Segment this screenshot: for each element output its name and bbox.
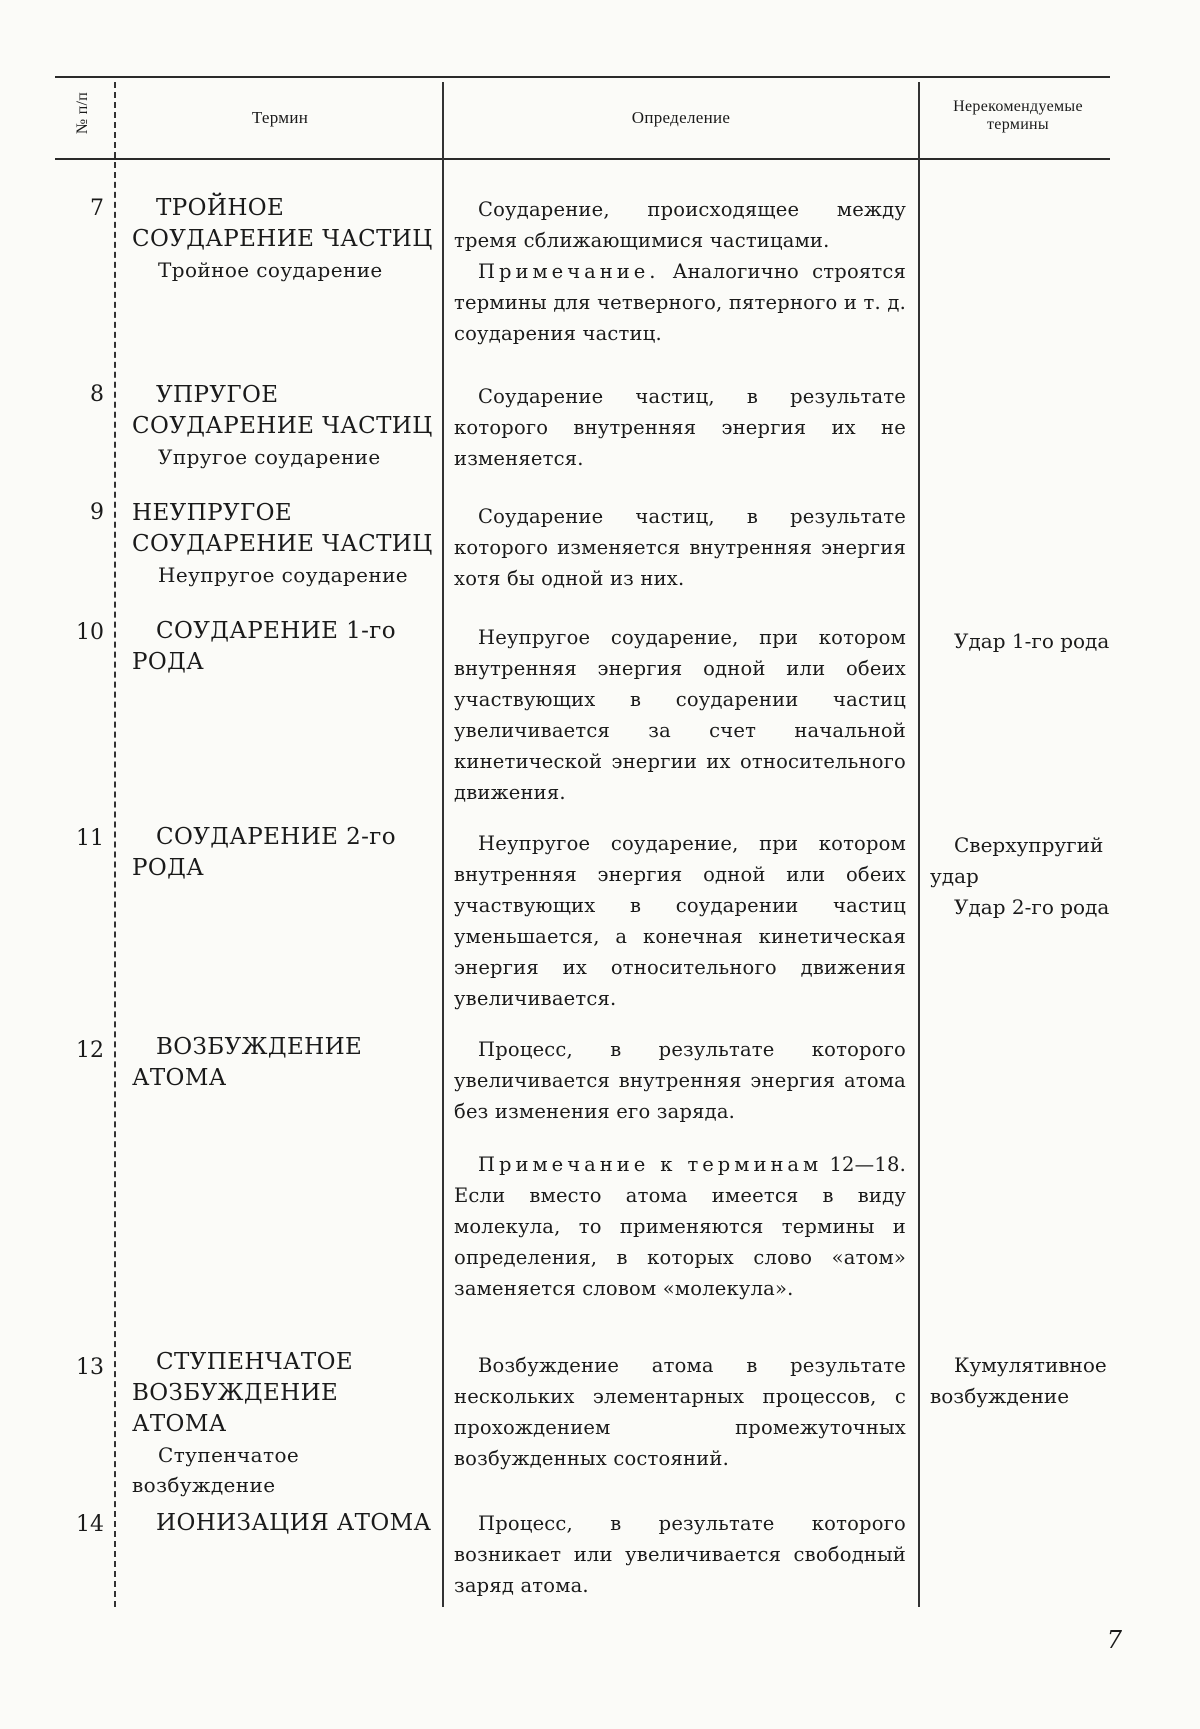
- term-main: ИОНИЗАЦИЯ АТОМА: [132, 1508, 437, 1539]
- definition-cell: [454, 828, 906, 1014]
- table-top-rule: [55, 76, 1110, 78]
- page-number: 7: [1107, 1626, 1122, 1654]
- term-main: ТРОЙНОЕ СОУДАРЕНИЕ ЧАСТИЦ: [132, 193, 437, 255]
- row-number: 12: [60, 1038, 104, 1063]
- term-main: УПРУГОЕ СОУДАРЕНИЕ ЧАСТИЦ: [132, 380, 437, 442]
- nonrecommended-cell: Удар 1-го рода: [930, 626, 1110, 657]
- definition-text: Процесс, в результате которого возникает или увеличивается свободный заряд атома.: [454, 1512, 906, 1597]
- definition-cell: [454, 501, 906, 594]
- term-alt: Ступенчатое возбуждение: [132, 1440, 437, 1500]
- definition-text: Соударение частиц, в результате которого изменяется внутренняя энергия хотя бы одной из них.: [454, 505, 906, 590]
- term-alt: Упругое соударение: [132, 442, 437, 472]
- term-cell: [132, 193, 437, 285]
- row-number: 11: [60, 826, 104, 851]
- definition-cell: [454, 1034, 906, 1304]
- nonrecommended-cell: [930, 830, 1110, 923]
- definition-cell: [454, 194, 906, 349]
- definition-cell: [454, 381, 906, 474]
- definition-cell: [454, 1350, 906, 1474]
- definition-cell: [454, 622, 906, 808]
- term-cell: [132, 822, 437, 884]
- definition-text: Неупругое соударение, при котором внутренняя энергия одной или обеих участвующих в соударении частиц увеличивается за счет начальной кинетической энергии их относительного движения.: [454, 626, 906, 804]
- term-main: СОУДАРЕНИЕ 2-го РОДА: [132, 822, 437, 884]
- definition-text: Процесс, в результате которого увеличивается внутренняя энергия атома без изменения его заряда.: [454, 1038, 906, 1123]
- row-number: 8: [60, 382, 104, 407]
- term-cell: [132, 1032, 437, 1094]
- nonrecommended-cell: Кумулятивное возбуждение: [930, 1350, 1110, 1412]
- term-cell: [132, 498, 437, 590]
- term-cell: [132, 616, 437, 678]
- definition-text: Неупругое соударение, при котором внутренняя энергия одной или обеих участвующих в соударении частиц уменьшается, а конечная кинетическая энергия их относительного движения увеличивается.: [454, 832, 906, 1010]
- term-alt: Неупругое соударение: [132, 560, 437, 590]
- term-cell: [132, 1508, 437, 1539]
- column-divider-num: [114, 82, 116, 1607]
- row-number: 7: [60, 196, 104, 221]
- table-header-rule: [55, 158, 1110, 160]
- header-definition: Определение: [446, 108, 916, 128]
- definition-text: Соударение, происходящее между тремя сближающимися частицами.: [454, 198, 906, 252]
- row-number: 10: [60, 620, 104, 645]
- header-nonrecommended: Нерекомендуемые термины: [928, 98, 1108, 134]
- nonrecommended-term: Сверхупругий удар: [930, 830, 1110, 892]
- note-text: 12—18. Если вместо атома имеется в виду молекула, то применяются термины и определения, в которых слово «атом» заменяется словом «молекула».: [454, 1153, 906, 1300]
- term-cell: [132, 1347, 437, 1500]
- row-number: 9: [60, 500, 104, 525]
- note-head: Примечание.: [478, 260, 659, 283]
- column-divider-term: [442, 82, 444, 1607]
- definition-text: Соударение частиц, в результате которого внутренняя энергия их не изменяется.: [454, 385, 906, 470]
- header-term: Термин: [120, 108, 440, 128]
- document-page: [0, 0, 1200, 1729]
- nonrecommended-term: Удар 2-го рода: [930, 892, 1110, 923]
- definition-note: [454, 1149, 906, 1304]
- term-alt: Тройное соударение: [132, 255, 437, 285]
- term-main: СТУПЕНЧАТОЕ ВОЗБУЖДЕНИЕ АТОМА: [132, 1347, 437, 1440]
- row-number: 14: [60, 1512, 104, 1537]
- note-head: Примечание к терминам: [478, 1153, 822, 1176]
- definition-cell: [454, 1508, 906, 1601]
- header-num: № п/п: [52, 82, 112, 152]
- definition-note: [454, 256, 906, 349]
- definition-text: Возбуждение атома в результате нескольких элементарных процессов, с прохождением промежуточных возбужденных состояний.: [454, 1354, 906, 1470]
- term-main: СОУДАРЕНИЕ 1-го РОДА: [132, 616, 437, 678]
- term-main: ВОЗБУЖДЕНИЕ АТОМА: [132, 1032, 437, 1094]
- term-cell: [132, 380, 437, 472]
- column-divider-definition: [918, 82, 920, 1607]
- term-main: НЕУПРУГОЕ СОУДАРЕНИЕ ЧАСТИЦ: [132, 498, 437, 560]
- note-text: Аналогично строятся термины для четверного, пятерного и т. д. соударения частиц.: [454, 260, 906, 345]
- row-number: 13: [60, 1355, 104, 1380]
